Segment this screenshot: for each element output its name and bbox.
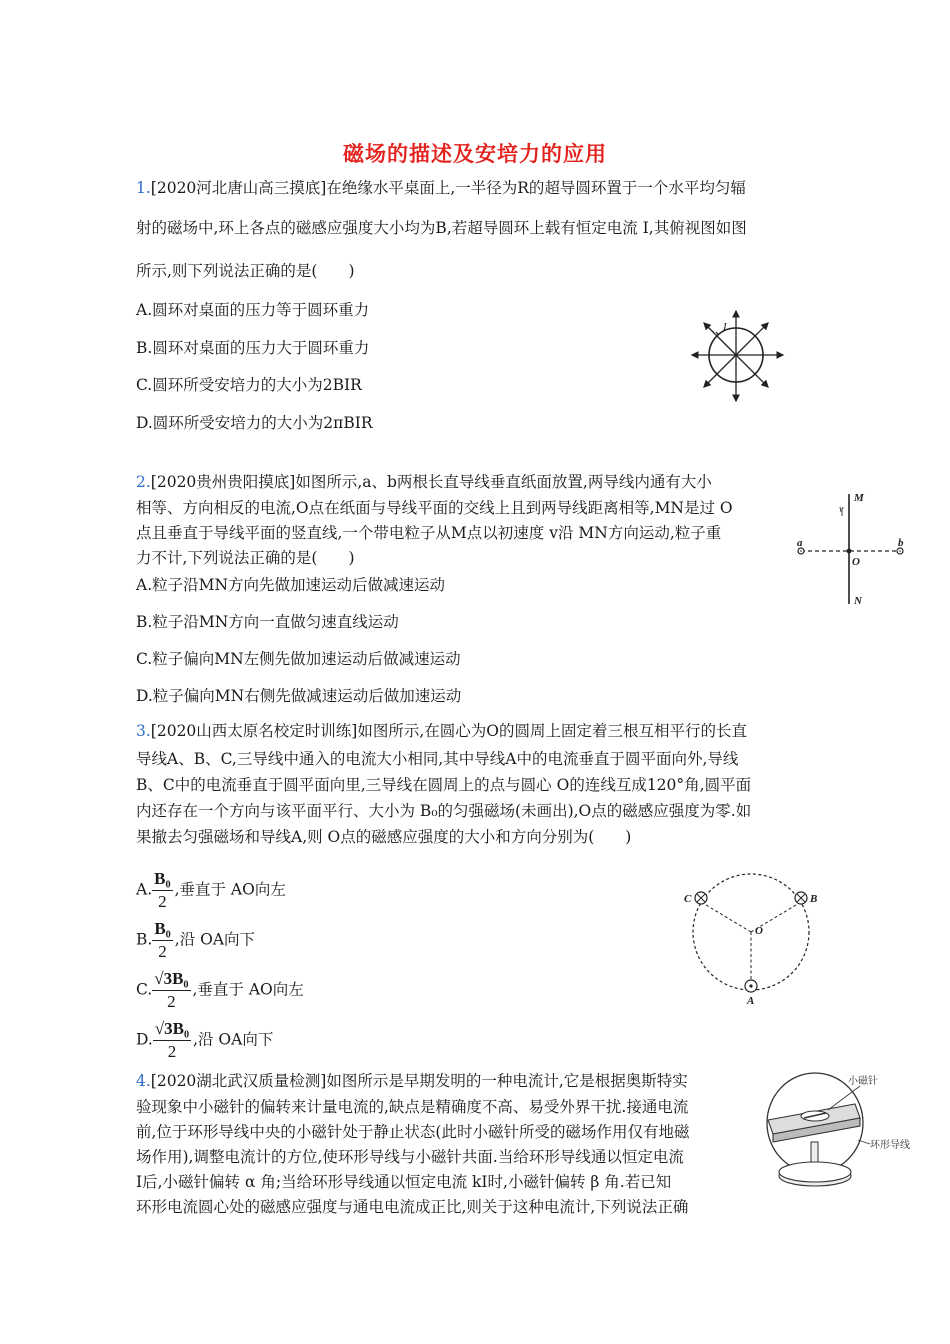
q2-line-4: 力不计,下列说法正确的是( ) (136, 549, 355, 567)
q1-option-b: B.圆环对桌面的压力大于圆环重力 (136, 339, 370, 357)
label-b: B (810, 893, 818, 905)
q3-number: 3. (136, 722, 151, 740)
label-n: N (854, 595, 862, 607)
label-a: a (797, 537, 803, 549)
label-o: O (852, 556, 860, 568)
q4-line-6: 环形电流圆心处的磁感应强度与通电电流成正比,则关于这种电流计,下列说法正确 (136, 1198, 689, 1216)
q2-option-c: C.粒子偏向MN左侧先做加速运动后做减速运动 (136, 650, 461, 668)
q1-line-1: 1.[2020河北唐山高三摸底]在绝缘水平桌面上,一半径为R的超导圆环置于一个水平均匀辐 (136, 179, 746, 197)
q3-line-3: B、C中的电流垂直于圆平面向里,三导线在圆周上的点与圆心 O的连线互成120°角,圆平面 (136, 776, 752, 794)
q2-option-b: B.粒子沿MN方向一直做匀速直线运动 (136, 613, 399, 631)
two-wires-figure (790, 488, 920, 608)
page-title: 磁场的描述及安培力的应用 (343, 142, 607, 166)
radial-field-ring-figure (686, 305, 790, 409)
q3-option-a: A. $\frac{\text{B₀}}{2}$ ,垂直于 AO向左 (136, 869, 286, 911)
q1-line-2: 射的磁场中,环上各点的磁感应强度大小均为B,若超导圆环上载有恒定电流 I,其俯视图如图 (136, 219, 747, 237)
q2-line-3: 点且垂直于导线平面的竖直线,一个带电粒子从M点以初速度 v沿 MN方向运动,粒子重 (136, 524, 722, 542)
q2-option-d: D.粒子偏向MN右侧先做减速运动后做加速运动 (136, 687, 462, 705)
q2-line-1: 2.[2020贵州贵阳摸底]如图所示,a、b两根长直导线垂直纸面放置,两导线内通有大小 (136, 473, 712, 491)
label-v: v (839, 504, 844, 515)
q3-option-c: C. $\frac{\text{√3B₀}}{2}$ ,垂直于 AO向左 (136, 969, 304, 1011)
q1-number: 1. (136, 179, 151, 197)
q2-line-2: 相等、方向相反的电流,O点在纸面与导线平面的交线上且到两导线距离相等,MN是过 O (136, 499, 733, 517)
q4-line-5: I后,小磁针偏转 α 角;当给环形导线通以恒定电流 kI时,小磁针偏转 β 角.若已知 (136, 1173, 672, 1191)
q3-line-4: 内还存在一个方向与该平面平行、大小为 B₀的匀强磁场(未画出),O点的磁感应强度为零.如 (136, 802, 752, 820)
q3-line-5: 果撤去匀强磁场和导线A,则 O点的磁感应强度的大小和方向分别为( ) (136, 828, 632, 846)
q3-option-b: B. $\frac{\text{B₀}}{2}$ ,沿 OA向下 (136, 919, 256, 961)
q1-option-c: C.圆环所受安培力的大小为2BIR (136, 376, 362, 394)
ring-label: 环形导线 (870, 1140, 910, 1151)
q3-line-2: 导线A、B、C,三导线中通入的电流大小相同,其中导线A中的电流垂直于圆平面向外,导线 (136, 750, 739, 768)
label-b: b (898, 537, 904, 549)
label-a: A (747, 995, 755, 1007)
q1-line-3: 所示,则下列说法正确的是( ) (136, 262, 355, 280)
galvanometer-figure (760, 1068, 930, 1190)
q1-option-a: A.圆环对桌面的压力等于圆环重力 (136, 301, 370, 319)
q4-line-4: 场作用),调整电流计的方位,使环形导线与小磁针共面.当给环形导线通以恒定电流 (136, 1148, 684, 1166)
q3-line-1: 3.[2020山西太原名校定时训练]如图所示,在圆心为O的圆周上固定着三根互相平行的长直 (136, 722, 747, 740)
q3-option-d: D. $\frac{\text{√3B₀}}{2}$ ,沿 OA向下 (136, 1019, 274, 1061)
current-label: I (723, 321, 727, 333)
needle-label: 小磁针 (848, 1076, 878, 1087)
three-wires-circle-figure (676, 862, 826, 1008)
label-m: M (854, 492, 864, 504)
label-o: O (755, 925, 763, 937)
q4-line-1: 4.[2020湖北武汉质量检测]如图所示是早期发明的一种电流计,它是根据奥斯特实 (136, 1072, 688, 1090)
q1-option-d: D.圆环所受安培力的大小为2πBIR (136, 414, 373, 432)
q2-number: 2. (136, 473, 151, 491)
q4-number: 4. (136, 1072, 151, 1090)
q4-line-3: 前,位于环形导线中央的小磁针处于静止状态(此时小磁针所受的磁场作用仅有地磁 (136, 1123, 690, 1141)
q2-option-a: A.粒子沿MN方向先做加速运动后做减速运动 (136, 576, 446, 594)
q4-line-2: 验现象中小磁针的偏转来计量电流的,缺点是精确度不高、易受外界干扰.接通电流 (136, 1098, 689, 1116)
label-c: C (684, 893, 692, 905)
